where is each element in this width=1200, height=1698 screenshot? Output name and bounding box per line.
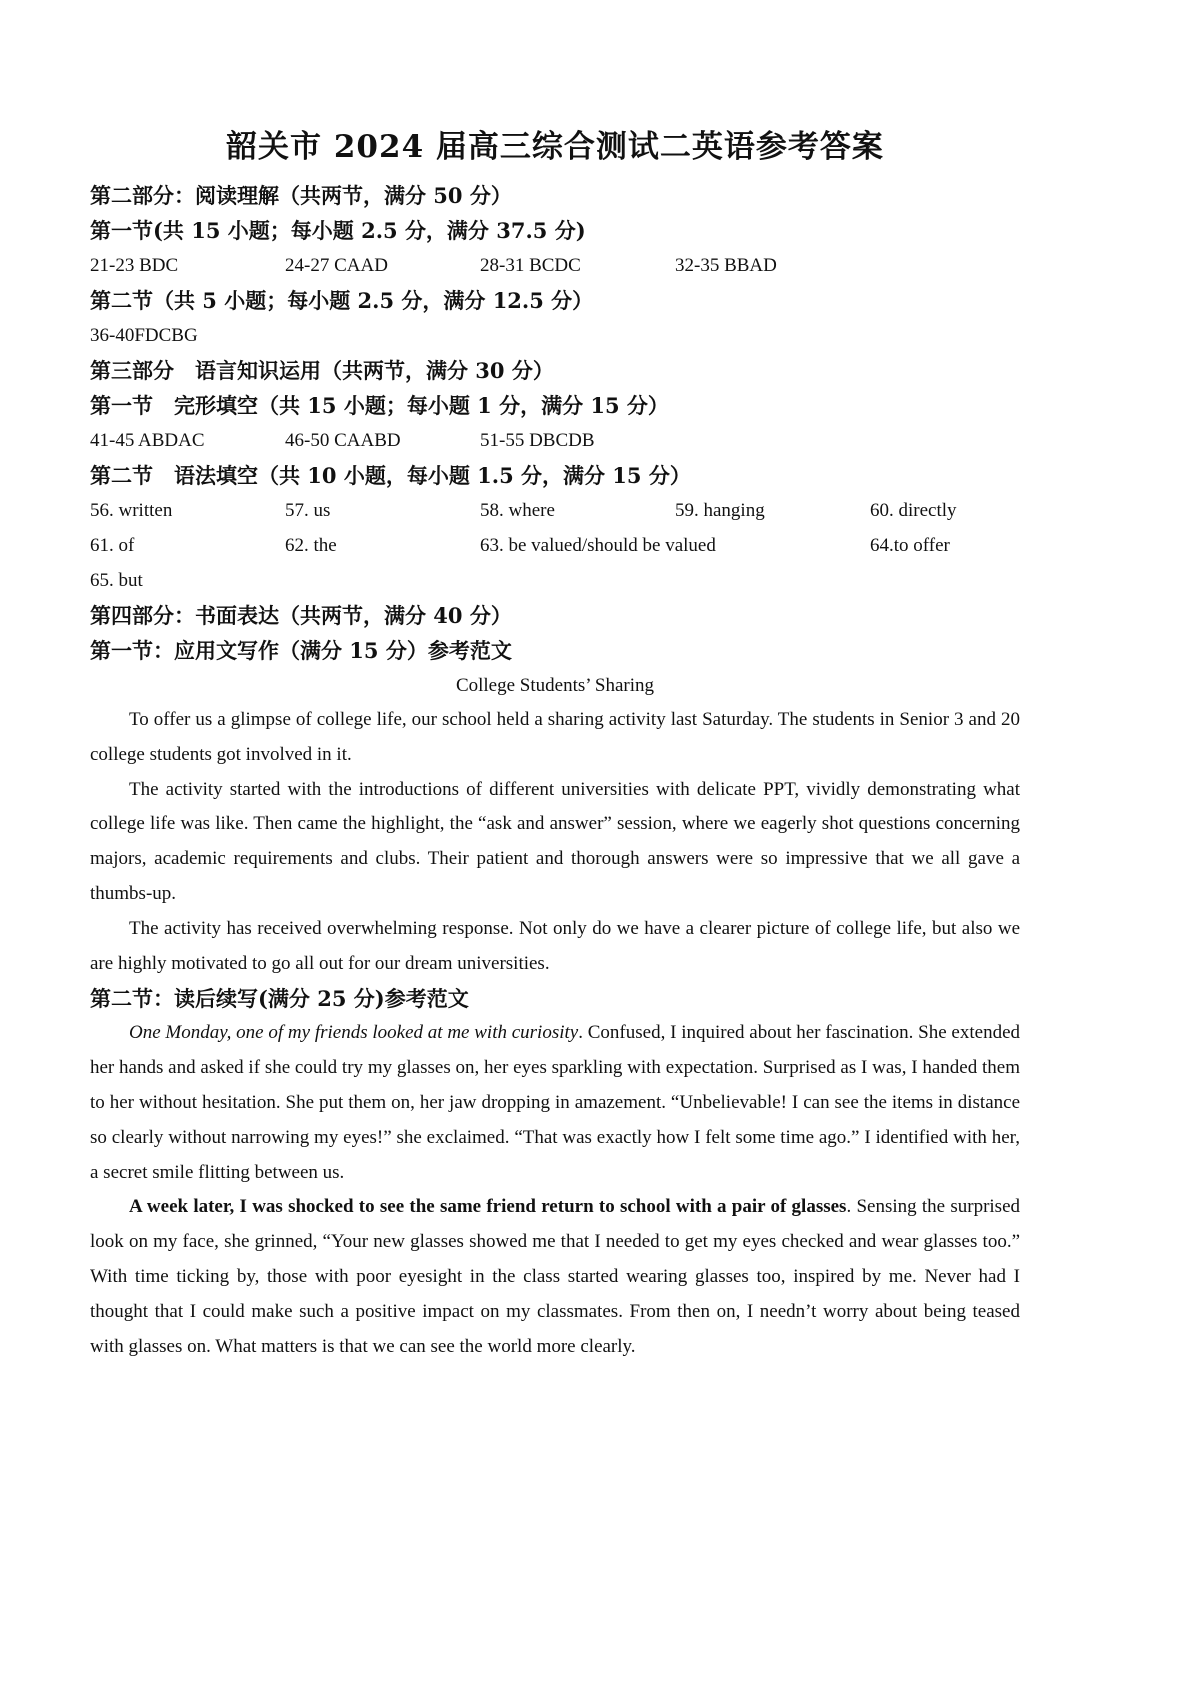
part4-heading: 第四部分：书面表达（共两节，满分 40 分）: [90, 603, 512, 628]
part2-section1-heading: 第一节(共 15 小题；每小题 2.5 分，满分 37.5 分): [90, 218, 586, 243]
document-title: 韶关市 2024 届高三综合测试二英语参考答案: [226, 129, 884, 165]
part4-section1-heading: 第一节：应用文写作（满分 15 分）参考范文: [90, 638, 512, 663]
grammar-answers-row-2: [90, 528, 1020, 563]
part3-section1-answers: [90, 423, 1020, 458]
essay-paragraph: The activity started with the introductions of different universities with delicate PPT, vividly demonstrating what college life was like. Then came the highlight, the “ask and answer” session, where we eagerly shot questions concerning majors, academic requirements and clubs. Their patient and thorough answers were so impressive that we all gave a thumbs-up.: [90, 778, 1020, 904]
answer-group: 28-31 BCDC: [480, 255, 581, 276]
part2-section2-heading: 第二节（共 5 小题；每小题 2.5 分，满分 12.5 分）: [90, 288, 594, 313]
continuation-lead-sentence: A week later, I was shocked to see the same friend return to school with a pair of glasses: [129, 1196, 847, 1218]
grammar-answer: 59. hanging: [675, 500, 765, 521]
answer-group: 36-40FDCBG: [90, 325, 198, 346]
grammar-answer: 64.to offer: [870, 535, 950, 556]
answer-group: 51-55 DBCDB: [480, 430, 595, 451]
part3-heading: 第三部分 语言知识运用（共两节，满分 30 分）: [90, 358, 554, 383]
grammar-answer: 58. where: [480, 500, 555, 521]
essay-paragraph: The activity has received overwhelming response. Not only do we have a clearer picture of college life, but also we are highly motivated to go all out for our dream universities.: [90, 917, 1020, 974]
continuation-body: . Sensing the surprised look on my face, she grinned, “Your new glasses showed me that I needed to get my eyes checked and wear glasses too.” With time ticking by, those with poor eyesight in the class started wearing glasses too, inspired by me. Never had I thought that I could make such a positive impact on my classmates. From then on, I needn’t worry about being teased with glasses on. What matters is that we can see the world more clearly.: [90, 1196, 1020, 1357]
part2-section2-answers: [90, 318, 1020, 353]
answer-group: 46-50 CAABD: [285, 430, 401, 451]
grammar-answer: 62. the: [285, 535, 337, 556]
grammar-answer: 56. written: [90, 500, 173, 521]
part2-heading: 第二部分：阅读理解（共两节，满分 50 分）: [90, 183, 512, 208]
grammar-answers-row-1: [90, 493, 1020, 528]
essay-paragraph: To offer us a glimpse of college life, our school held a sharing activity last Saturday. The students in Senior 3 and 20 college students got involved in it.: [90, 709, 1020, 765]
grammar-answer: 57. us: [285, 500, 331, 521]
continuation-body: . Confused, I inquired about her fascination. She extended her hands and asked if she could try my glasses on, her eyes sparkling with expectation. Surprised as I was, I handed them to her without hesitation. She put them on, her jaw dropping in amazement. “Unbelievable! I can see the items in distance so clearly without narrowing my eyes!” she exclaimed. “That was exactly how I felt some time ago.” I identified with her, a secret smile flitting between us.: [90, 1022, 1020, 1183]
answer-group: 32-35 BBAD: [675, 255, 777, 276]
part2-section1-answers: [90, 248, 1020, 283]
grammar-answer: 61. of: [90, 535, 135, 556]
part3-section1-heading: 第一节 完形填空（共 15 小题；每小题 1 分，满分 15 分）: [90, 393, 669, 418]
grammar-answers-row-3: [90, 563, 1020, 598]
answer-group: 21-23 BDC: [90, 255, 179, 276]
grammar-answer: 63. be valued/should be valued: [480, 535, 716, 556]
answer-group: 24-27 CAAD: [285, 255, 388, 276]
part3-section2-heading: 第二节 语法填空（共 10 小题，每小题 1.5 分，满分 15 分）: [90, 463, 691, 488]
essay-title: College Students’ Sharing: [455, 675, 655, 696]
grammar-answer: 65. but: [90, 570, 143, 591]
answer-group: 41-45 ABDAC: [90, 430, 205, 451]
continuation-lead-sentence: One Monday, one of my friends looked at me with curiosity: [129, 1022, 579, 1044]
grammar-answer: 60. directly: [870, 500, 957, 521]
continuation-paragraph: [90, 1190, 1020, 1364]
answer-key-document: [90, 126, 1020, 1364]
continuation-paragraph: [90, 1016, 1020, 1190]
part4-section2-heading: 第二节：读后续写(满分 25 分)参考范文: [90, 986, 469, 1012]
